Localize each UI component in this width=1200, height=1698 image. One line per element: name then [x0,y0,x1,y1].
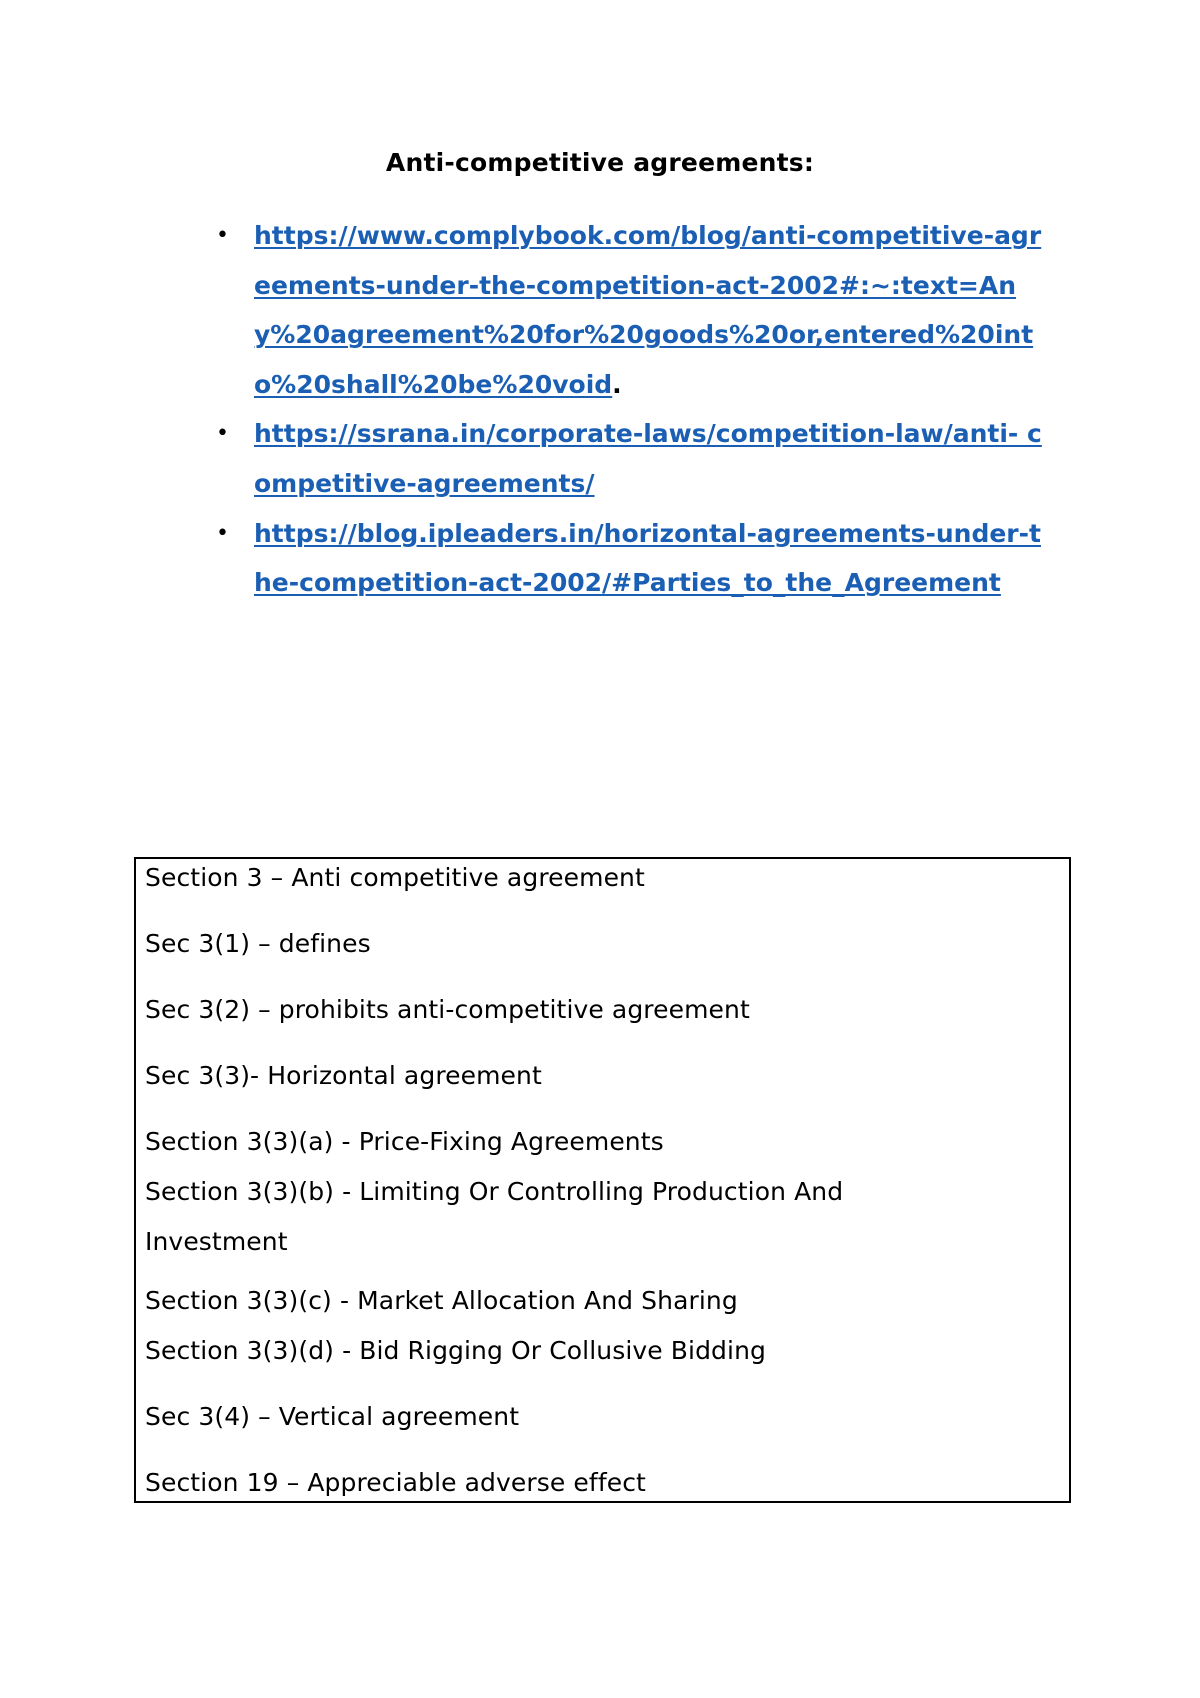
section-line: Sec 3(1) – defines [145,929,371,958]
section-line: Sec 3(2) – prohibits anti-competitive agreement [145,995,750,1024]
bullet-icon: • [216,421,229,447]
bullet-icon: • [216,520,229,546]
reference-link-list [216,211,1054,608]
section-line: Section 3(3)(b) - Limiting Or Controlling Production And Investment [145,1177,844,1256]
section-line: Section 19 – Appreciable adverse effect [145,1468,646,1497]
complybook-link[interactable]: https://www.complybook.com/blog/anti-competitive-agreements-under-the-competition-act-2002#:~:text=Any%20agreement%20for%20goods%20or,entered%20into%20shall%20be%20void [254,221,1042,399]
sections-summary-box [134,857,1071,1503]
ssrana-link[interactable]: https://ssrana.in/corporate-laws/competition-law/anti- competitive-agreements/ [254,419,1042,498]
section-line: Section 3(3)(c) - Market Allocation And Sharing [145,1286,738,1315]
bullet-icon: • [216,223,229,248]
section-line: Sec 3(4) – Vertical agreement [145,1402,520,1431]
page-title: Anti-competitive agreements: [385,148,815,177]
list-item [216,409,1054,508]
section-line: Section 3(3)(d) - Bid Rigging Or Collusive Bidding [145,1336,766,1365]
section-line: Section 3 – Anti competitive agreement [145,863,645,892]
link-trailing-punctuation: . [612,369,622,399]
ipleaders-link[interactable]: https://blog.ipleaders.in/horizontal-agreements-under-the-competition-act-2002/#Parties_to_the_Agreement [254,518,1041,598]
list-item [216,211,1054,409]
section-line: Sec 3(3)- Horizontal agreement [145,1061,542,1090]
list-item [216,509,1054,608]
section-line: Section 3(3)(a) - Price-Fixing Agreements [145,1127,664,1156]
